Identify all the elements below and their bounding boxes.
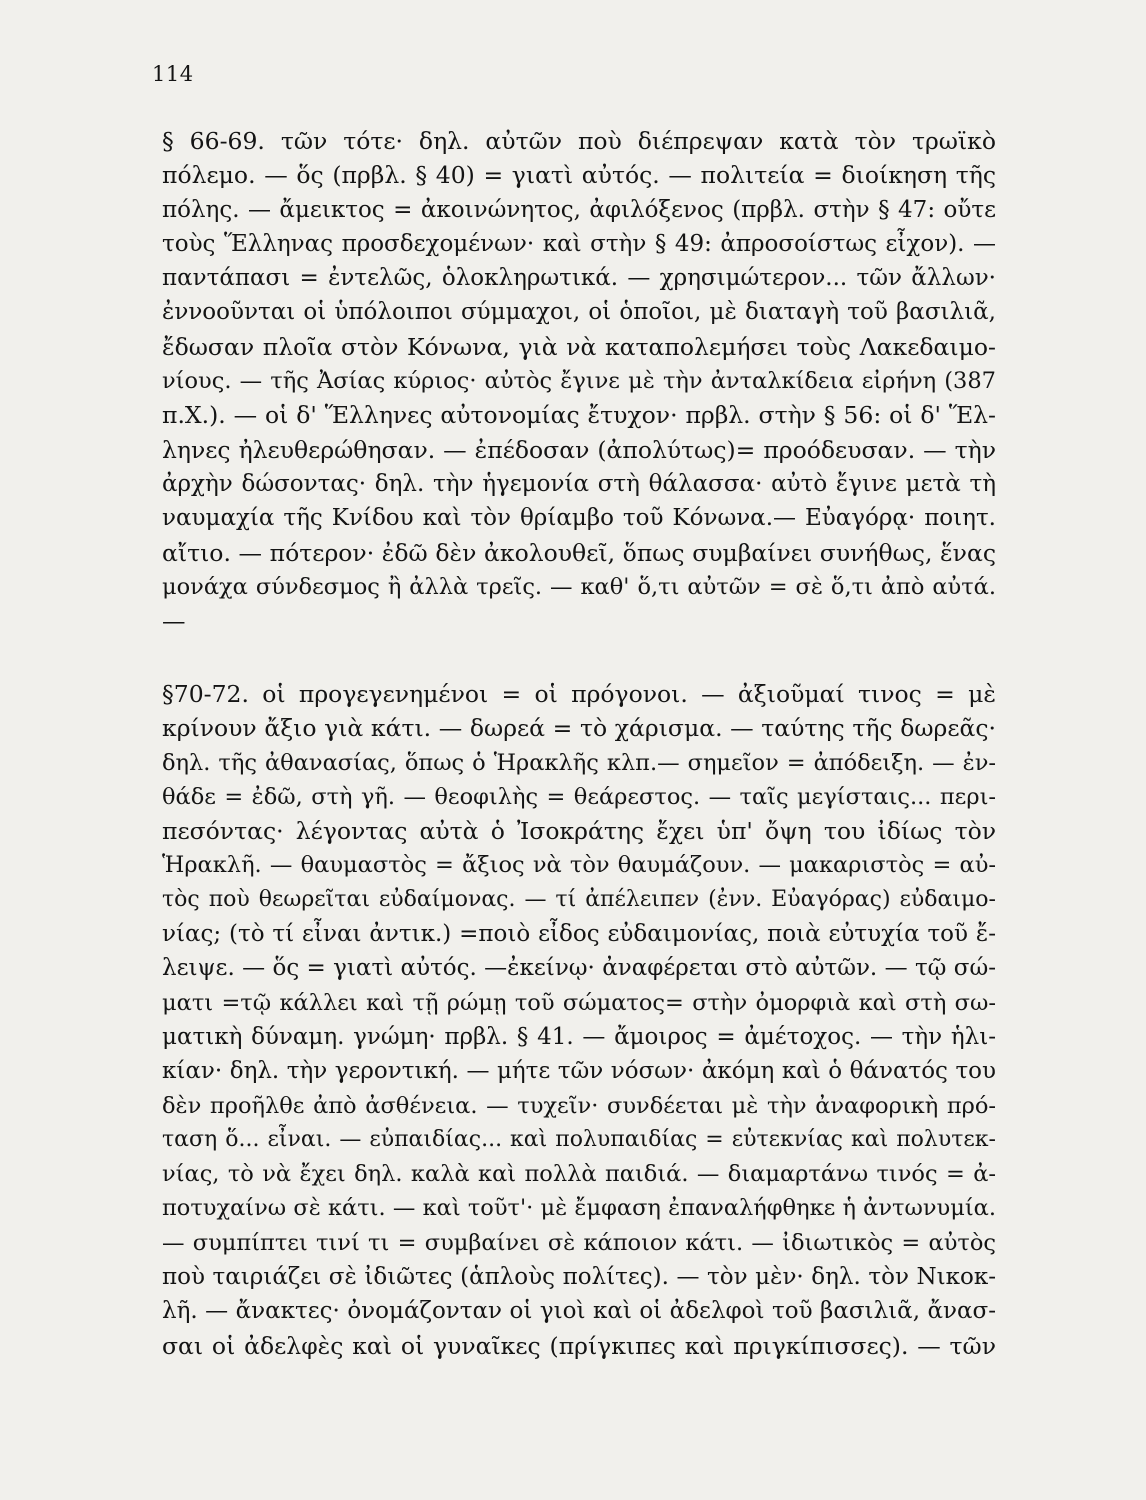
text-line: πόλεμο. — ὅς (πρβλ. § 40) = γιατὶ αὐτός. — πολιτεία = διοίκηση τῆς	[162, 161, 996, 190]
text-line: § 66-69. τῶν τότε· δηλ. αὐτῶν ποὺ διέπρεψαν κατὰ τὸν τρωϊκὸ	[162, 127, 996, 155]
text-line: π.Χ.). — οἱ δ' Ἕλληνες αὐτονομίας ἔτυχον· πρβλ. στὴν § 56: οἱ δ' Ἕλ-	[162, 401, 996, 430]
text-line: §70-72. οἱ προγεγενημένοι = οἱ πρόγονοι. — ἀξιοῦμαί τινος = μὲ	[162, 680, 996, 708]
text-line: ματικὴ δύναμη. γνώμη· πρβλ. § 41. — ἄμοιρος = ἀμέτοχος. — τὴν ἡλι-	[162, 1023, 996, 1050]
text-line: ναυμαχία τῆς Κνίδου καὶ τὸν θρίαμβο τοῦ Κόνωνα.— Εὐαγόρᾳ· ποιητ.	[162, 505, 996, 532]
text-line: μονάχα σύνδεσμος ἢ ἀλλὰ τρεῖς. — καθ' ὅ,τι αὐτῶν = σὲ ὅ,τι ἀπὸ αὐτά.	[162, 573, 996, 600]
text-line: λειψε. — ὅς = γιατὶ αὐτός. —ἐκείνῳ· ἀναφέρεται στὸ αὐτῶν. — τῷ σώ-	[162, 955, 996, 982]
text-line: ἀρχὴν δώσοντας· δηλ. τὴν ἡγεμονία στὴ θάλασσα· αὐτὸ ἔγινε μετὰ τὴ	[162, 470, 996, 497]
page-number: 114	[152, 62, 194, 86]
commentary-paragraph-70-72	[162, 677, 996, 1363]
text-line: λῆ. — ἄνακτες· ὀνομάζονταν οἱ γιοὶ καὶ οἱ ἀδελφοὶ τοῦ βασιλιᾶ, ἄνασ-	[162, 1298, 996, 1325]
text-line: θάδε = ἐδῶ, στὴ γῆ. — θεοφιλὴς = θεάρεστος. — ταῖς μεγίσταις... περι-	[162, 783, 996, 810]
text-line: δὲν προῆλθε ἀπὸ ἀσθένεια. — τυχεῖν· συνδέεται μὲ τὴν ἀναφορικὴ πρό-	[162, 1092, 996, 1119]
text-line: ταση ὅ... εἶναι. — εὐπαιδίας... καὶ πολυπαιδίας = εὐτεκνίας καὶ πολυτεκ-	[162, 1126, 996, 1152]
text-line: ἔδωσαν πλοῖα στὸν Κόνωνα, γιὰ νὰ καταπολεμήσει τοὺς Λακεδαιμο-	[162, 332, 996, 361]
text-line: κρίνουν ἄξιο γιὰ κάτι. — δωρεά = τὸ χάρισμα. — ταύτης τῆς δωρεᾶς·	[162, 714, 996, 743]
text-line: τοὺς Ἕλληνας προσδεχομένων· καὶ στὴν § 49: ἀπροσοίστως εἶχον). —	[162, 230, 996, 257]
text-line: νίους. — τῆς Ἀσίας κύριος· αὐτὸς ἔγινε μὲ τὴν ἀνταλκίδεια εἰρήνη (387	[162, 368, 996, 395]
text-line: — συμπίπτει τινί τι = συμβαίνει σὲ κάποιον κάτι. — ἰδιωτικὸς = αὐτὸς	[162, 1229, 996, 1256]
commentary-paragraph-66-69	[162, 124, 996, 638]
text-line: πόλης. — ἄμεικτος = ἀκοινώνητος, ἀφιλόξενος (πρβλ. στὴν § 47: οὔτε	[162, 196, 996, 223]
text-line: ληνες ἠλευθερώθησαν. — ἐπέδοσαν (ἀπολύτως)= προόδευσαν. — τὴν	[162, 435, 996, 464]
text-line: νίας, τὸ νὰ ἔχει δηλ. καλὰ καὶ πολλὰ παιδιά. — διαμαρτάνω τινός = ἀ-	[162, 1161, 996, 1188]
text-line: δηλ. τῆς ἀθανασίας, ὅπως ὁ Ἡρακλῆς κλπ.— σημεῖον = ἀπόδειξη. — ἐν-	[162, 749, 996, 776]
text-line: τὸς ποὺ θεωρεῖται εὐδαίμονας. — τί ἀπέλειπεν (ἐνν. Εὐαγόρας) εὐδαιμο-	[162, 886, 996, 912]
text-line: παντάπασι = ἐντελῶς, ὁλοκληρωτικά. — χρησιμώτερον... τῶν ἄλλων·	[162, 265, 996, 292]
text-line: κίαν· δηλ. τὴν γεροντική. — μήτε τῶν νόσων· ἀκόμη καὶ ὁ θάνατός του	[162, 1058, 996, 1085]
text-line: ποτυχαίνω σὲ κάτι. — καὶ τοῦτ'· μὲ ἔμφαση ἐπαναλήφθηκε ἡ ἀντωνυμία.	[162, 1195, 996, 1222]
text-line: πεσόντας· λέγοντας αὐτὰ ὁ Ἰσοκράτης ἔχει ὑπ' ὄψη του ἰδίως τὸν	[162, 817, 996, 846]
text-line: νίας; (τὸ τί εἶναι ἀντικ.) =ποιὸ εἶδος εὐδαιμονίας, ποιὰ εὐτυχία τοῦ ἔ-	[162, 921, 996, 948]
text-line: αἴτιο. — πότερον· ἐδῶ δὲν ἀκολουθεῖ, ὅπως συμβαίνει συνήθως, ἕνας	[162, 538, 996, 567]
text-line: ἐννοοῦνται οἱ ὑπόλοιποι σύμμαχοι, οἱ ὁποῖοι, μὲ διαταγὴ τοῦ βασιλιᾶ,	[162, 299, 996, 326]
text-line: Ἡρακλῆ. — θαυμαστὸς = ἄξιος νὰ τὸν θαυμάζουν. — μακαριστὸς = αὐ-	[162, 852, 996, 879]
text-line: ποὺ ταιριάζει σὲ ἰδιῶτες (ἁπλοὺς πολίτες). — τὸν μὲν· δηλ. τὸν Νικοκ-	[162, 1264, 996, 1291]
text-line: σαι οἱ ἀδελφὲς καὶ οἱ γυναῖκες (πρίγκιπες καὶ πριγκίπισσες). — τῶν	[162, 1331, 996, 1360]
text-line: —	[162, 607, 186, 636]
text-line: ματι =τῷ κάλλει καὶ τῇ ρώμῃ τοῦ σώματος= στὴν ὀμορφιὰ καὶ στὴ σω-	[162, 989, 996, 1016]
